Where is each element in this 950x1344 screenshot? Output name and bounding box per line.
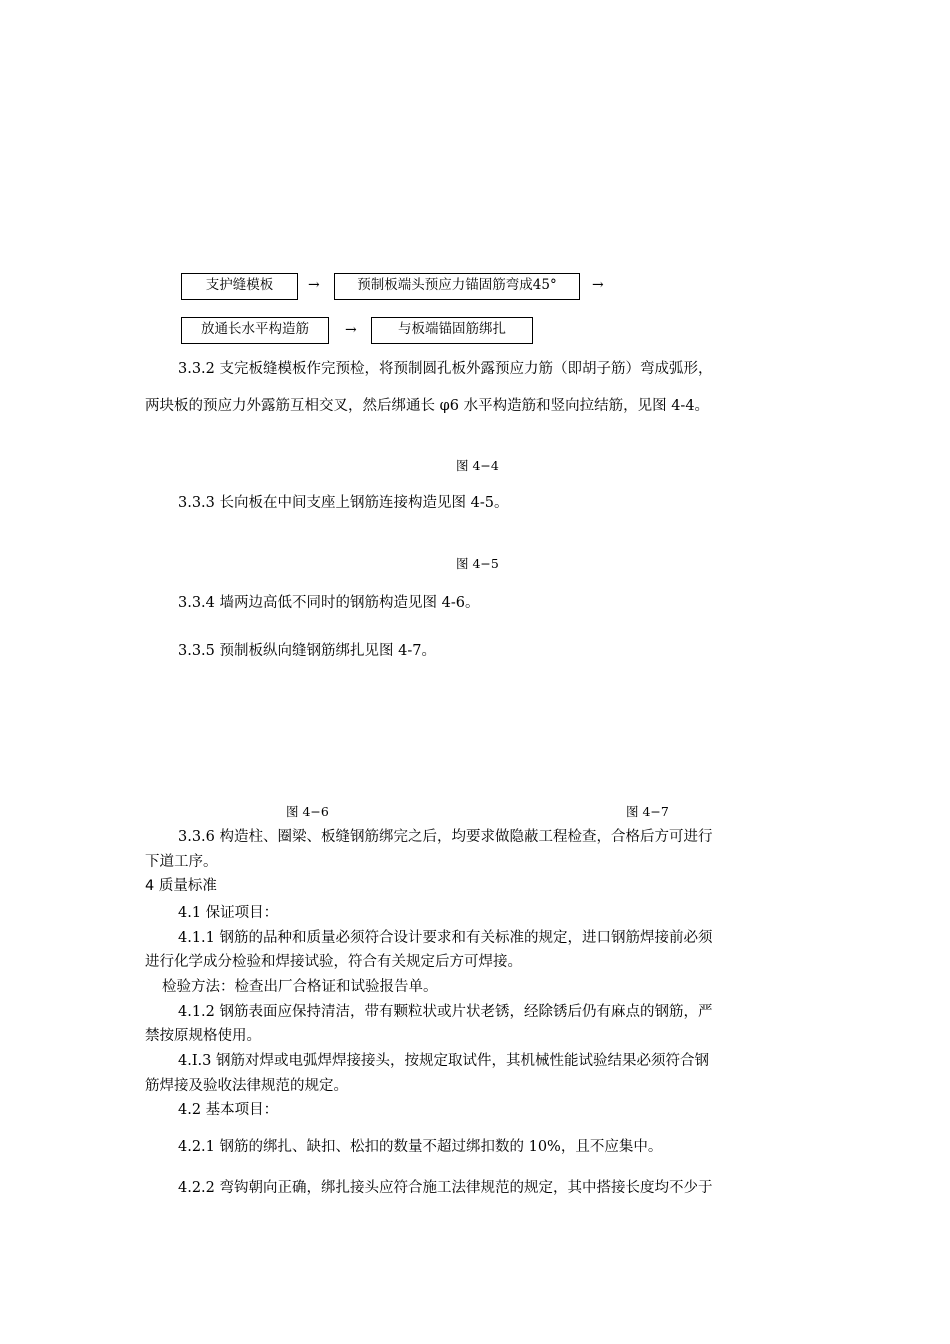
- figure-caption-4-6: 图 4−6: [286, 804, 329, 819]
- para-4-2: 4.2 基本项目：: [178, 1102, 279, 1118]
- para-4-1-1-line1: 4.1.1 钢筋的品种和质量必须符合设计要求和有关标准的规定，进口钢筋焊接前必须: [178, 930, 713, 946]
- para-3-3-3: 3.3.3 长向板在中间支座上钢筋连接构造见图 4-5。: [178, 495, 509, 511]
- para-4-1-2-line1: 4.1.2 钢筋表面应保持清洁，带有颗粒状或片状老锈，经除锈后仍有麻点的钢筋，严: [178, 1004, 713, 1020]
- flow-box-bend-anchor-bars: 预制板端头预应力锚固筋弯成45°: [334, 273, 580, 300]
- para-3-3-2-line2: 两块板的预应力外露筋互相交叉，然后绑通长 φ6 水平构造筋和竖向拉结筋，见图 4-4。: [145, 398, 710, 414]
- inspection-method: 检验方法：检查出厂合格证和试验报告单。: [162, 979, 438, 995]
- para-4-1-3-line2: 筋焊接及验收法律规范的规定。: [145, 1078, 348, 1094]
- flow-arrow-icon: →: [592, 277, 604, 293]
- para-3-3-6-line1: 3.3.6 构造柱、圈梁、板缝钢筋绑完之后，均要求做隐蔽工程检查，合格后方可进行: [178, 829, 713, 845]
- para-4-1-1-line2: 进行化学成分检验和焊接试验，符合有关规定后方可焊接。: [145, 954, 522, 970]
- para-3-3-4: 3.3.4 墙两边高低不同时的钢筋构造见图 4-6。: [178, 595, 480, 611]
- para-4-2-2: 4.2.2 弯钩朝向正确，绑扎接头应符合施工法律规范的规定，其中搭接长度均不少于: [178, 1180, 713, 1196]
- flow-arrow-icon: →: [345, 322, 357, 338]
- flow-arrow-icon: →: [308, 277, 320, 293]
- para-4-2-1: 4.2.1 钢筋的绑扎、缺扣、松扣的数量不超过绑扣数的 10%，且不应集中。: [178, 1139, 663, 1155]
- para-3-3-6-line2: 下道工序。: [145, 854, 218, 870]
- figure-caption-4-5: 图 4−5: [456, 556, 499, 571]
- section-heading-quality-standard: 4 质量标准: [145, 878, 217, 894]
- para-3-3-2-line1: 3.3.2 支完板缝模板作完预检，将预制圆孔板外露预应力筋（即胡子筋）弯成弧形，: [178, 361, 713, 377]
- figure-caption-4-7: 图 4−7: [626, 804, 669, 819]
- flow-box-tie-anchor: 与板端锚固筋绑扎: [371, 317, 533, 344]
- para-4-1: 4.1 保证项目：: [178, 905, 279, 921]
- para-4-1-2-line2: 禁按原规格使用。: [145, 1028, 261, 1044]
- flow-box-horizontal-bars: 放通长水平构造筋: [181, 317, 329, 344]
- para-4-1-3-line1: 4.I.3 钢筋对焊或电弧焊焊接接头，按规定取试件，其机械性能试验结果必须符合钢: [178, 1053, 710, 1069]
- figure-caption-4-4: 图 4−4: [456, 458, 499, 473]
- flow-box-support-formwork: 支护缝模板: [181, 273, 298, 300]
- para-3-3-5: 3.3.5 预制板纵向缝钢筋绑扎见图 4-7。: [178, 643, 436, 659]
